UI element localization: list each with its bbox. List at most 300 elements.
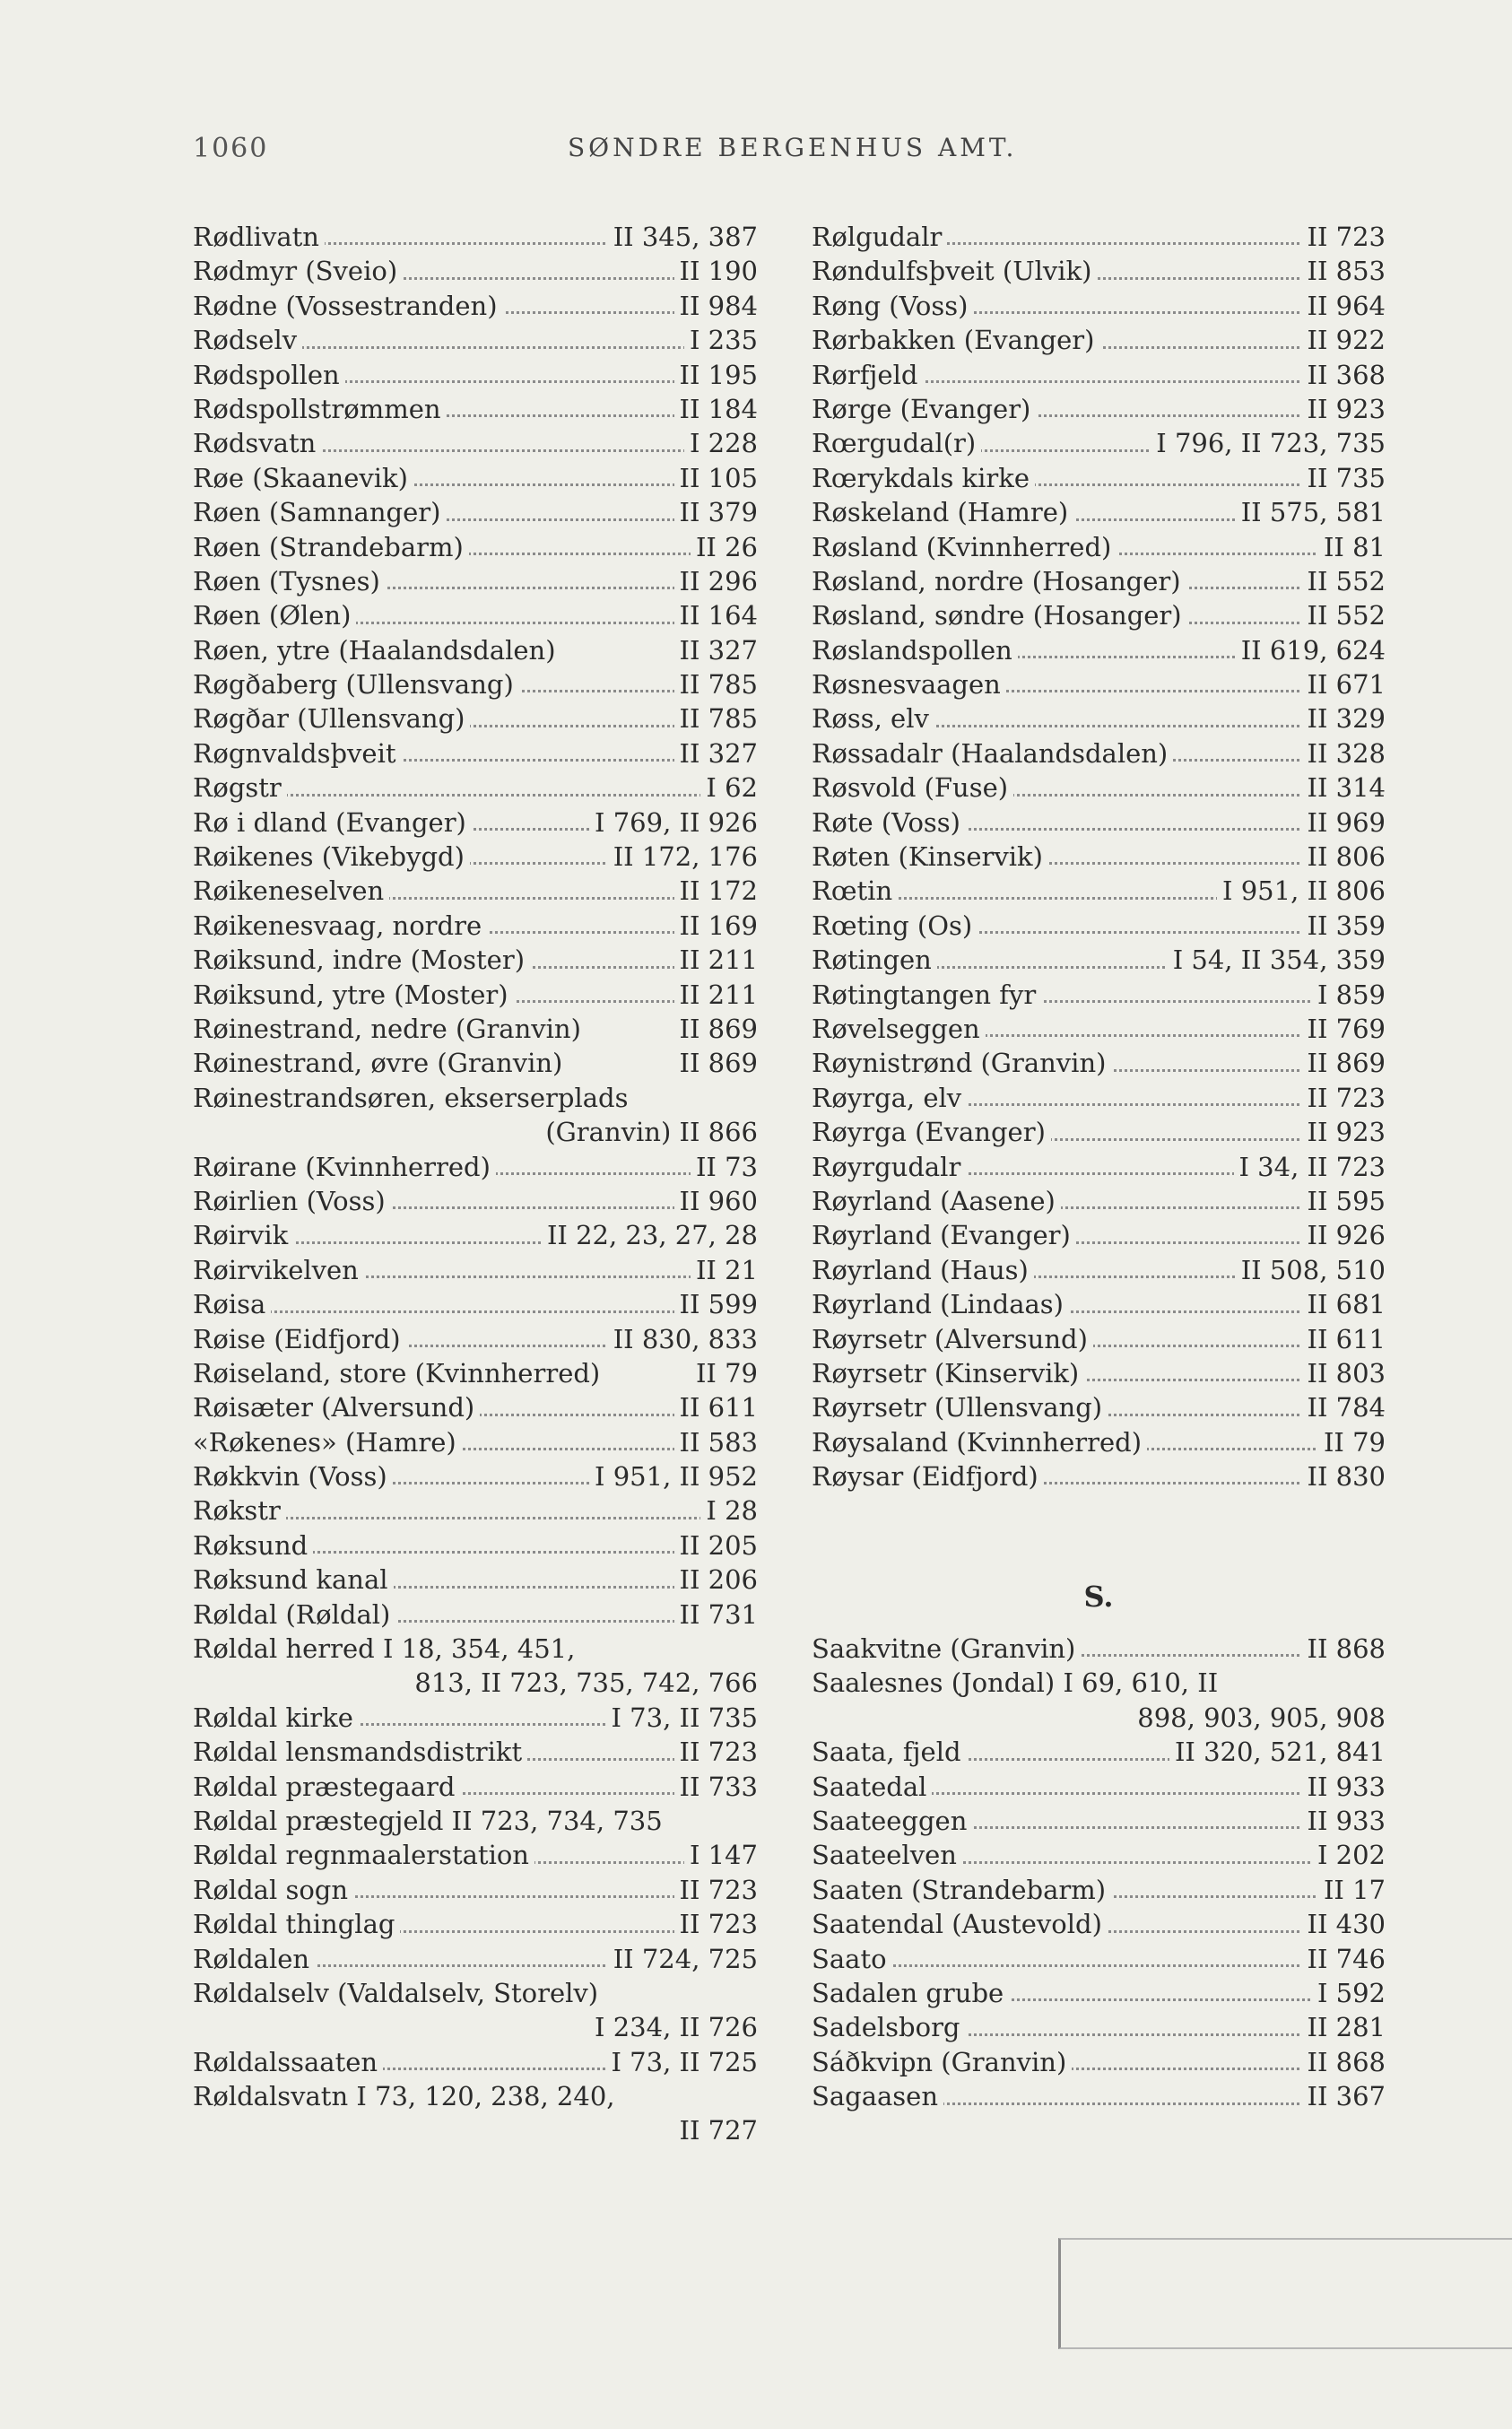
index-entry [193,1184,758,1218]
entry-reference: II 379 [674,495,758,529]
entry-name: Røksund [193,1528,313,1563]
entry-reference: II 320, 521, 841 [1169,1735,1386,1769]
index-entry [193,1287,758,1321]
entry-reference: II 969 [1302,805,1386,840]
index-entry [193,1459,758,1493]
entry-name: Saatedal [812,1770,932,1804]
index-group-r [812,220,1386,1493]
entry-reference: II 328 [1302,736,1386,770]
entry-reference: II 26 [691,530,758,564]
entry-reference: II 724, 725 [608,1942,758,1976]
entry-reference: I 769, II 926 [589,805,758,840]
entry-name: Røysar (Eidfjord) [812,1459,1044,1493]
entry-name: Røsland, nordre (Hosanger) [812,564,1186,598]
entry-name: Rødmyr (Sveio) [193,254,403,288]
library-stamp-frame [1058,2238,1512,2349]
index-column-right [812,220,1386,2114]
entry-name: Røen (Tysnes) [193,564,386,598]
index-entry [812,254,1386,288]
entry-reference: II 329 [1302,701,1386,736]
entry-reference: II 723 [674,1735,758,1769]
index-entry [193,2010,758,2044]
index-entry [193,667,758,701]
entry-reference: II 830 [1302,1459,1386,1493]
entry-name: Rørge (Evanger) [812,392,1036,426]
index-entry [812,1150,1386,1184]
entry-reference: II 869 [674,1046,758,1080]
entry-reference: II 281 [1302,2010,1386,2044]
entry-reference: I 54, II 354, 359 [1168,943,1386,977]
entry-reference: II 619, 624 [1236,633,1386,667]
entry-name: Røtingen [812,943,937,977]
entry-reference: II 723 [1302,220,1386,254]
index-entry [812,633,1386,667]
index-entry [812,1976,1386,2010]
entry-name: Røtingtangen fyr [812,978,1041,1012]
entry-name: Røldal kirke [193,1701,359,1735]
index-entry [193,1735,758,1769]
entry-name: Røyrsetr (Kinservik) [812,1356,1084,1390]
entry-name: Rørfjeld [812,358,923,392]
index-entry [193,701,758,736]
entry-name: Røirvik [193,1218,293,1252]
index-entry [812,1218,1386,1252]
entry-reference: II 735 [1302,461,1386,495]
entry-name: Røsvold (Fuse) [812,770,1013,805]
entry-reference: 813, II 723, 735, 742, 766 [409,1666,758,1700]
index-entry [812,1873,1386,1907]
index-entry [812,1287,1386,1321]
entry-name: Røldal præstegaard [193,1770,460,1804]
entry-reference: II 869 [1302,1046,1386,1080]
index-entry [812,1632,1386,1666]
entry-reference: II 195 [674,358,758,392]
entry-reference: I 951, II 806 [1217,874,1386,908]
entry-name: Rœrgudal(r) [812,426,981,460]
index-entry [812,1012,1386,1046]
entry-reference: II 853 [1302,254,1386,288]
dot-leader [193,1310,758,1313]
entry-name: Røinestrandsøren, ekserserplads [193,1081,633,1115]
entry-reference: I 73, II 725 [606,2045,759,2079]
entry-name: Rødsvatn [193,426,321,460]
entry-reference: II 868 [1302,1632,1386,1666]
index-entry [812,1046,1386,1080]
entry-name: Røldal herred I 18, 354, 451, [193,1632,580,1666]
index-entry [193,1493,758,1528]
index-entry [193,1390,758,1424]
entry-name: Rølgudalr [812,220,947,254]
index-entry [193,1632,758,1666]
entry-name: Røldal (Røldal) [193,1598,395,1632]
index-entry [193,1666,758,1700]
index-entry [812,323,1386,357]
entry-name: Røiksund, ytre (Moster) [193,978,514,1012]
entry-name: Rødspollen [193,358,345,392]
index-entry [812,667,1386,701]
entry-reference: II 611 [674,1390,758,1424]
page-header [193,133,1359,178]
index-entry [193,770,758,805]
entry-name: Røte (Voss) [812,805,966,840]
index-entry [193,1046,758,1080]
entry-reference: II 552 [1302,598,1386,632]
entry-name: Røen (Samnanger) [193,495,446,529]
index-entry [812,358,1386,392]
entry-reference: II 73 [691,1150,758,1184]
entry-name: Røldalsvatn I 73, 120, 238, 240, [193,2079,621,2113]
entry-name: Saata, fjeld [812,1735,967,1769]
entry-reference: II 164 [674,598,758,632]
entry-name: Rø i dland (Evanger) [193,805,472,840]
entry-reference: II 79 [1318,1425,1386,1459]
index-entry [812,220,1386,254]
index-entry [812,392,1386,426]
index-entry [812,289,1386,323]
index-entry [812,1838,1386,1872]
entry-reference: I 592 [1312,1976,1386,2010]
entry-name: Røkkvin (Voss) [193,1459,393,1493]
entry-reference: II 575, 581 [1236,495,1386,529]
index-entry [193,1770,758,1804]
entry-reference: II 21 [691,1253,758,1287]
index-entry [193,2045,758,2079]
index-entry [812,426,1386,460]
entry-reference: II 184 [674,392,758,426]
index-entry [193,358,758,392]
index-entry [812,1356,1386,1390]
entry-name: Røen (Strandebarm) [193,530,469,564]
entry-reference: II 923 [1302,1115,1386,1149]
index-entry [812,1081,1386,1115]
entry-name: Røyrland (Haus) [812,1253,1034,1287]
entry-name: Røyrland (Aasene) [812,1184,1061,1218]
entry-name: Rœting (Os) [812,909,978,943]
entry-reference: II 430 [1302,1907,1386,1941]
entry-name: Røiseland, store (Kvinnherred) [193,1356,605,1390]
entry-reference: II 359 [1302,909,1386,943]
entry-name: Saalesnes (Jondal) I 69, 610, II [812,1666,1223,1700]
entry-name: Røsland (Kvinnherred) [812,530,1117,564]
entry-name: Røldal sogn [193,1873,353,1907]
index-entry [193,840,758,874]
entry-reference: II 327 [674,736,758,770]
entry-reference: I 234, II 726 [589,2010,758,2044]
entry-reference: II 105 [674,461,758,495]
entry-name: Røinestrand, øvre (Granvin) [193,1046,568,1080]
entry-name: Røikenes (Vikebygd) [193,840,470,874]
index-entry [193,1115,758,1149]
index-entry [812,564,1386,598]
entry-name: Saato [812,1942,892,1976]
section-letter: S. [1083,1580,1114,1615]
entry-name: Røss, elv [812,701,934,736]
index-entry [193,805,758,840]
entry-reference: II 190 [674,254,758,288]
index-entry [193,1081,758,1115]
index-entry [812,1701,1386,1735]
index-entry [812,943,1386,977]
entry-name: Røng (Voss) [812,289,973,323]
index-entry [193,909,758,943]
entry-reference: II 205 [674,1528,758,1563]
index-entry [193,564,758,598]
index-entry [812,874,1386,908]
entry-name: Røsland, søndre (Hosanger) [812,598,1187,632]
entry-name: Rœrykdals kirke [812,461,1035,495]
entry-reference: II 933 [1302,1770,1386,1804]
entry-name: Røkstr [193,1493,286,1528]
entry-name: Røyrsetr (Ullensvang) [812,1390,1108,1424]
index-entry [193,978,758,1012]
entry-name: Saaten (Strandebarm) [812,1873,1111,1907]
index-entry [812,1942,1386,1976]
entry-name: Sáðkvipn (Granvin) [812,2045,1072,2079]
entry-reference: II 211 [674,943,758,977]
index-entry [812,840,1386,874]
entry-reference: I 73, II 735 [606,1701,759,1735]
index-entry [812,1115,1386,1149]
entry-name: Røyrgudalr [812,1150,966,1184]
entry-reference: II 723 [1302,1081,1386,1115]
entry-name: Røen, ytre (Haalandsdalen) [193,633,561,667]
entry-reference: I 951, II 952 [589,1459,758,1493]
index-entry [193,392,758,426]
entry-reference: II 784 [1302,1390,1386,1424]
index-entry [193,1425,758,1459]
index-entry [812,1666,1386,1700]
entry-reference: II 595 [1302,1184,1386,1218]
entry-reference: II 169 [674,909,758,943]
entry-name: Røldal lensmandsdistrikt [193,1735,527,1769]
index-entry [193,874,758,908]
entry-reference: II 583 [674,1425,758,1459]
entry-name: Røsnesvaagen [812,667,1006,701]
entry-name: Saakvitne (Granvin) [812,1632,1081,1666]
entry-reference: II 314 [1302,770,1386,805]
index-entry [812,701,1386,736]
entry-reference: II 368 [1302,358,1386,392]
entry-reference: II 345, 387 [608,220,758,254]
entry-reference: II 922 [1302,323,1386,357]
entry-name: Røgstr [193,770,287,805]
index-entry [812,978,1386,1012]
entry-name: Røksund kanal [193,1563,394,1597]
dot-leader [812,1964,1386,1967]
entry-name: Røgðar (Ullensvang) [193,701,470,736]
entry-name: Røskeland (Hamre) [812,495,1073,529]
index-entry [812,1390,1386,1424]
entry-reference: II 599 [674,1287,758,1321]
index-entry [812,1322,1386,1356]
entry-name: Rødne (Vossestranden) [193,289,503,323]
entry-name: Saateelven [812,1838,962,1872]
index-entry [193,633,758,667]
index-entry [812,909,1386,943]
entry-reference: II 723 [674,1907,758,1941]
entry-name: Røyrland (Lindaas) [812,1287,1069,1321]
entry-reference: II 22, 23, 27, 28 [542,1218,758,1252]
index-entry [193,2113,758,2147]
entry-reference: II 79 [691,1356,758,1390]
entry-reference: II 681 [1302,1287,1386,1321]
section-spacer [812,1493,1386,1563]
entry-name: Røldal thinglag [193,1907,400,1941]
index-entry [812,770,1386,805]
index-entry [812,2010,1386,2044]
index-entry [193,1976,758,2010]
entry-name: Røynistrønd (Granvin) [812,1046,1111,1080]
entry-name: Røysaland (Kvinnherred) [812,1425,1147,1459]
entry-name: Røslandspollen [812,633,1018,667]
index-entry [193,461,758,495]
entry-name: Rørbakken (Evanger) [812,323,1100,357]
entry-name: Røirvikelven [193,1253,364,1287]
entry-reference: II 211 [674,978,758,1012]
index-entry [193,736,758,770]
entry-reference: I 796, II 723, 735 [1151,426,1386,460]
entry-reference: I 62 [700,770,758,805]
entry-name: Røyrga (Evanger) [812,1115,1051,1149]
index-entry [812,1907,1386,1941]
entry-reference: II 803 [1302,1356,1386,1390]
entry-name: Røisa [193,1287,271,1321]
index-entry [812,598,1386,632]
entry-reference: II 296 [674,564,758,598]
entry-reference: II 869 [674,1012,758,1046]
entry-reference: II 785 [674,667,758,701]
index-entry [193,1012,758,1046]
index-entry [193,1218,758,1252]
index-entry [193,1838,758,1872]
entry-reference: II 172 [674,874,758,908]
entry-name: Røndulfsþveit (Ulvik) [812,254,1097,288]
index-entry [193,530,758,564]
entry-name: Røinestrand, nedre (Granvin) [193,1012,587,1046]
index-entry [193,1150,758,1184]
index-entry [193,1942,758,1976]
index-entry [193,1563,758,1597]
index-entry [812,736,1386,770]
index-entry [812,2079,1386,2113]
entry-name: Røyrga, elv [812,1081,967,1115]
entry-reference: II 367 [1302,2079,1386,2113]
index-entry [193,1322,758,1356]
entry-reference: II 733 [674,1770,758,1804]
entry-reference: II 769 [1302,1012,1386,1046]
entry-name: Røe (Skaanevik) [193,461,413,495]
entry-name: Rødselv [193,323,302,357]
index-entry [193,1253,758,1287]
entry-name: «Røkenes» (Hamre) [193,1425,462,1459]
index-entry [812,805,1386,840]
index-entry [193,1356,758,1390]
entry-reference: I 859 [1312,978,1386,1012]
entry-reference: II 785 [674,701,758,736]
entry-reference: II 868 [1302,2045,1386,2079]
entry-reference: II 723 [674,1873,758,1907]
index-entry [193,495,758,529]
entry-reference: II 327 [674,633,758,667]
index-entry [812,1804,1386,1838]
entry-reference: II 806 [1302,840,1386,874]
entry-name: Sagaasen [812,2079,943,2113]
entry-reference: II 923 [1302,392,1386,426]
index-entry [193,289,758,323]
entry-reference: II 611 [1302,1322,1386,1356]
entry-name: Røten (Kinservik) [812,840,1048,874]
entry-reference: II 671 [1302,667,1386,701]
index-entry [812,1735,1386,1769]
index-entry [193,1873,758,1907]
entry-reference: (Granvin) II 866 [540,1115,758,1149]
entry-name: Røssadalr (Haalandsdalen) [812,736,1173,770]
entry-name: Røgnvaldsþveit [193,736,402,770]
entry-name: Røirane (Kvinnherred) [193,1150,496,1184]
index-entry [193,1907,758,1941]
entry-reference: II 81 [1318,530,1386,564]
entry-name: Sadelsborg [812,2010,966,2044]
entry-name: Røgðaberg (Ullensvang) [193,667,519,701]
entry-reference: I 147 [684,1838,758,1872]
entry-name: Røikeneselven [193,874,389,908]
index-entry [812,1184,1386,1218]
entry-reference: II 830, 833 [608,1322,758,1356]
index-entry [812,2045,1386,2079]
entry-reference: I 202 [1312,1838,1386,1872]
index-entry [193,426,758,460]
entry-name: Røen (Ølen) [193,598,356,632]
entry-name: Røldalssaaten [193,2045,383,2079]
index-entry [193,1528,758,1563]
entry-name: Sadalen grube [812,1976,1009,2010]
index-entry [193,1598,758,1632]
entry-reference: II 731 [674,1598,758,1632]
entry-reference: II 984 [674,289,758,323]
entry-reference: I 235 [684,323,758,357]
entry-name: Saateeggen [812,1804,972,1838]
entry-name: Røldal præstegjeld II 723, 734, 735 [193,1804,668,1838]
entry-name: Røyrland (Evanger) [812,1218,1076,1252]
entry-name: Rødlivatn [193,220,325,254]
entry-reference: I 228 [684,426,758,460]
page-number: 1060 [193,133,269,164]
entry-name: Røyrsetr (Alversund) [812,1322,1093,1356]
index-entry [812,530,1386,564]
entry-reference: II 552 [1302,564,1386,598]
index-entry [812,1459,1386,1493]
entry-reference: II 933 [1302,1804,1386,1838]
entry-reference: II 960 [674,1184,758,1218]
running-title: SØNDRE BERGENHUS AMT. [568,133,1018,162]
index-entry [193,2079,758,2113]
index-group-s [812,1632,1386,2113]
index-entry [812,495,1386,529]
entry-name: Røldalen [193,1942,315,1976]
entry-reference: II 206 [674,1563,758,1597]
index-entry [812,1425,1386,1459]
index-entry [193,598,758,632]
entry-reference: I 34, II 723 [1234,1150,1386,1184]
entry-name: Røikenesvaag, nordre [193,909,487,943]
index-entry [193,323,758,357]
entry-name: Rødspollstrømmen [193,392,447,426]
entry-reference: II 964 [1302,289,1386,323]
index-entry [193,943,758,977]
entry-name: Røldal regnmaalerstation [193,1838,534,1872]
index-entry [193,254,758,288]
entry-name: Røirlien (Voss) [193,1184,391,1218]
